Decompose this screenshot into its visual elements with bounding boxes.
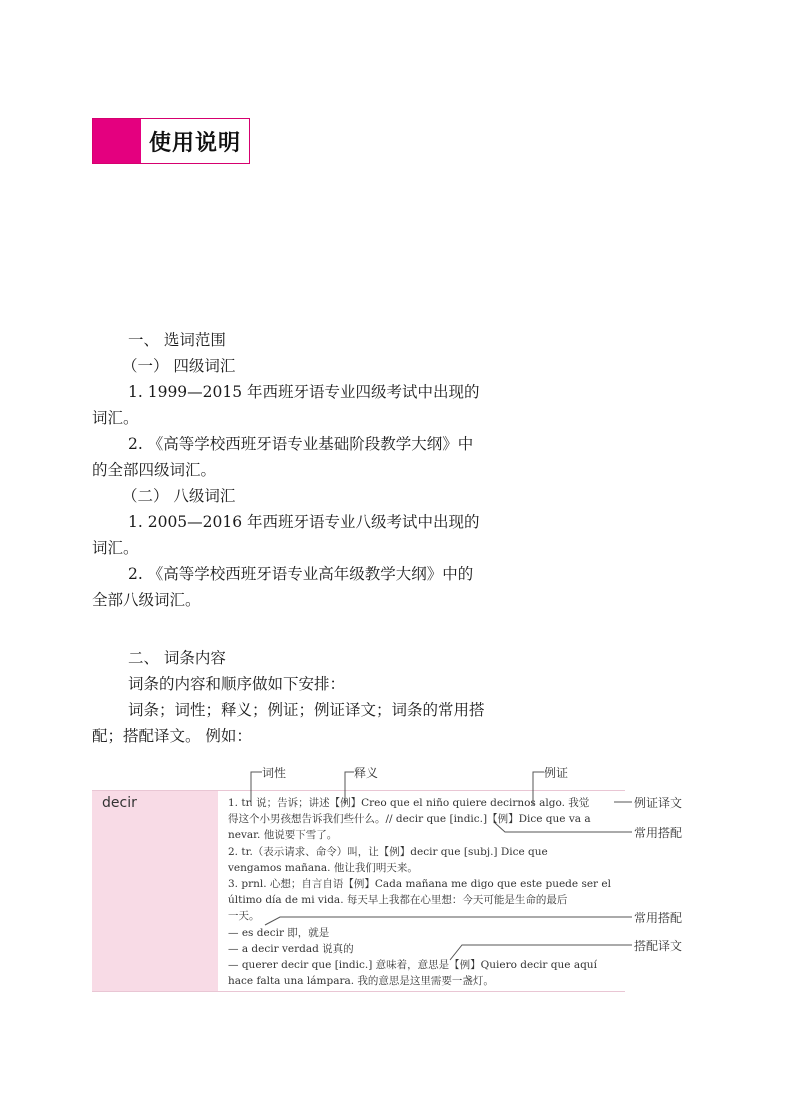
sub1-item2-line2: 的全部四级词汇。 xyxy=(92,461,217,479)
entry-line: 一天。 xyxy=(228,910,260,923)
annotation-collocation: 常用搭配 xyxy=(634,911,683,925)
annotation-example-translation: 例证译文 xyxy=(634,796,683,810)
sub1-item1-line1: 1. 1999—2015 年西班牙语专业四级考试中出现的 xyxy=(128,383,480,401)
sub2-item1-line2: 词汇。 xyxy=(92,539,139,557)
entry-line: — a decir verdad 说真的 xyxy=(228,942,354,955)
page-title: 使用说明 xyxy=(148,130,241,156)
sub1-item1-line2: 词汇。 xyxy=(92,409,139,427)
headword: decir xyxy=(102,795,137,811)
section2-line3: 配；搭配译文。 例如： xyxy=(92,727,252,745)
entry-line: último día de mi vida. 每天早上我都在心里想：今天可能是生命的最后 xyxy=(228,894,568,907)
entry-line: nevar. 他说要下雪了。 xyxy=(228,829,338,842)
annotation-collocation: 常用搭配 xyxy=(634,826,683,840)
entry-line: — es decir 即，就是 xyxy=(228,926,330,939)
leader-example xyxy=(533,772,544,805)
annotation-collocation-translation: 搭配译文 xyxy=(634,939,683,953)
leader-collocation-2 xyxy=(265,917,632,925)
leader-definition xyxy=(345,772,354,805)
sub1-title: （一） 四级词汇 xyxy=(122,357,236,375)
sub2-title: （二） 八级词汇 xyxy=(122,487,236,505)
entry-line: hace falta una lámpara. 我的意思是这里需要一盏灯。 xyxy=(228,975,494,988)
annotation-example: 例证 xyxy=(544,766,569,780)
sub2-item2-line1: 2. 《高等学校西班牙语专业高年级教学大纲》中的 xyxy=(128,565,474,583)
entry-line: 3. prnl. 心想；自言自语【例】Cada mañana me digo que este puede ser el xyxy=(228,878,611,891)
leader-collocation-translation xyxy=(450,945,632,960)
section2-line1: 词条的内容和顺序做如下安排： xyxy=(128,675,346,693)
annotation-pos: 词性 xyxy=(262,766,287,780)
entry-line: vengamos mañana. 他让我们明天来。 xyxy=(228,861,418,874)
sub2-item2-line2: 全部八级词汇。 xyxy=(92,591,201,609)
sub2-item1-line1: 1. 2005—2016 年西班牙语专业八级考试中出现的 xyxy=(128,513,480,531)
entry-line: 得这个小男孩想告诉我们些什么。// decir que [indic.]【例】Dice que va a xyxy=(228,813,591,826)
section2-title: 二、 词条内容 xyxy=(128,649,226,667)
section2-line2: 词条；词性；释义；例证；例证译文；词条的常用搭 xyxy=(128,701,485,719)
section1-title: 一、 选词范围 xyxy=(128,331,226,349)
leader-collocation-1 xyxy=(495,823,632,832)
entry-line: — querer decir que [indic.] 意味着，意思是【例】Quiero decir que aquí xyxy=(228,959,597,972)
annotation-definition: 释义 xyxy=(354,766,379,780)
entry-line: 1. tr. 说；告诉；讲述【例】Creo que el niño quiere decirnos algo. 我觉 xyxy=(228,797,590,809)
entry-line: 2. tr.（表示请求、命令）叫，让【例】decir que [subj.] Dice que xyxy=(228,845,548,858)
leader-pos xyxy=(251,772,262,805)
sub1-item2-line1: 2. 《高等学校西班牙语专业基础阶段教学大纲》中 xyxy=(128,435,474,453)
